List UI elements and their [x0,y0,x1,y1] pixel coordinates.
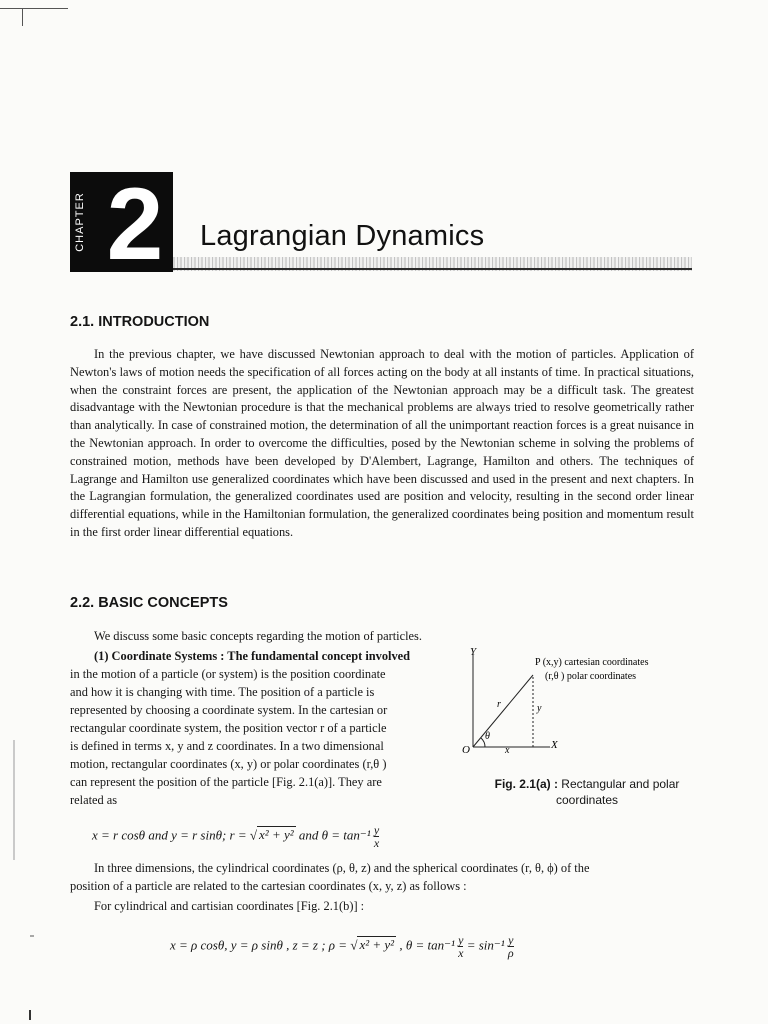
cylindrical-intro-line: For cylindrical and cartisian coordinates [Fig. 2.1(b)] : [94,899,365,913]
coord-line: can represent the position of the particle [Fig. 2.1(a)]. They are [70,775,382,789]
section-heading-basic-concepts: 2.2. BASIC CONCEPTS [70,595,228,611]
eq1-part-b: and θ = tan⁻¹ [295,827,371,843]
corner-crop-mark [0,6,70,26]
label-y: y [537,703,542,714]
chapter-number: 2 [106,167,164,281]
eq2-part-a: x = ρ cosθ, y = ρ sinθ , z = z ; ρ = [170,937,351,953]
three-dimensions-line-1: In three dimensions, the cylindrical coordinates (ρ, θ, z) and the spherical coordinates (r, θ, ϕ) of the [94,861,590,875]
eq2-part-b: , θ = tan⁻¹ [396,937,455,953]
coord-line: and how it is changing with time. The position of a particle is [70,685,375,699]
title-rule [173,268,692,270]
coord-line: related as [70,793,118,807]
label-theta: θ [485,731,490,742]
equation-polar-cartesian: x = r cosθ and y = r sinθ; r = √ x² + y² and θ = tan⁻¹ $\frac{y}{x}$ [92,823,380,850]
introduction-paragraph: In the previous chapter, we have discussed Newtonian approach to deal with the motion of particles. Application of Newton's laws of motion needs the specification of all forces acting on the body at all instants of time. In practical situations, when the constraint forces are present, the application of the Newtonian approach may be a difficult task. The greatest disadvantage with the Newtonian procedure is that the mechanical problems are always tried to resolve geometrically rather than analytically. In case of constrained motion, the determination of all the unimportant reaction forces is a great nuisance in the Newtonian approach. In order to overcome the difficulties, posed by the Newtonian scheme in solving the problems of constrained motion, methods have been developed by D'Alembert, Lagrange, Hamilton and others. The techniques of Lagrange and Hamilton use generalized coordinates which have been discussed and used in the present and next chapters. In the Lagrangian formulation, the generalized coordinates used are position and velocity, resulting in the second order linear differential equations, while in the Hamiltonian formulation, the generalized coordinates being position and momentum result in the first order linear differential equations. [70,347,694,539]
eq2-fraction-1: $\frac{y}{x}$ [458,933,464,960]
caption-label: Fig. 2.1(a) : [494,777,558,791]
label-X: X [551,739,558,751]
coord-line: represented by choosing a coordinate system. In the cartesian or [70,703,388,717]
figure-caption [487,776,687,808]
eq2-fraction-2: $\frac{y}{\rho}$ [507,933,514,960]
eq2-sqrt: x² + y² [359,937,395,953]
eq1-part-a: x = r cosθ and y = r sinθ; r = [92,827,250,843]
equation-cylindrical-cartesian: x = ρ cosθ, y = ρ sinθ , z = z ; ρ = √ x² + y² , θ = tan⁻¹ $\frac{y}{x}$ = sin⁻¹ $\frac{y}{\rho}$ [170,933,514,960]
eq2-part-c: = sin⁻¹ [466,937,505,953]
caption-text: Rectangular and polar [561,777,680,791]
scan-margin-marks [10,740,34,1020]
label-x: x [505,745,510,756]
label-polar: (r,θ ) polar coordinates [545,671,637,682]
chapter-title: Lagrangian Dynamics [200,220,485,252]
coord-line: is defined in terms x, y and z coordinates. In a two dimensional [70,739,384,753]
chapter-label: CHAPTER [74,192,86,252]
radius-vector [473,675,533,747]
coord-line: motion, rectangular coordinates (x, y) or polar coordinates (r,θ ) [70,757,387,771]
label-r: r [497,699,501,710]
coord-line: rectangular coordinate system, the position vector r of a particle [70,721,387,735]
eq1-sqrt: x² + y² [259,827,294,843]
coord-line: (1) Coordinate Systems : The fundamental concept involved [94,649,411,663]
label-P: P (x,y) cartesian coordinates [535,657,649,668]
basic-intro-line: We discuss some basic concepts regarding the motion of particles. [94,629,422,643]
label-O: O [462,744,470,756]
eq1-fraction: $\frac{y}{x}$ [373,823,380,850]
label-Y: Y [470,646,477,658]
coord-line: in the motion of a particle (or system) is the position coordinate [70,667,386,681]
section-heading-introduction: 2.1. INTRODUCTION [70,314,210,330]
caption-text-line2: coordinates [555,793,619,807]
three-dimensions-line-2: position of a particle are related to the cartesian coordinates (x, y, z) as follows : [70,879,467,893]
